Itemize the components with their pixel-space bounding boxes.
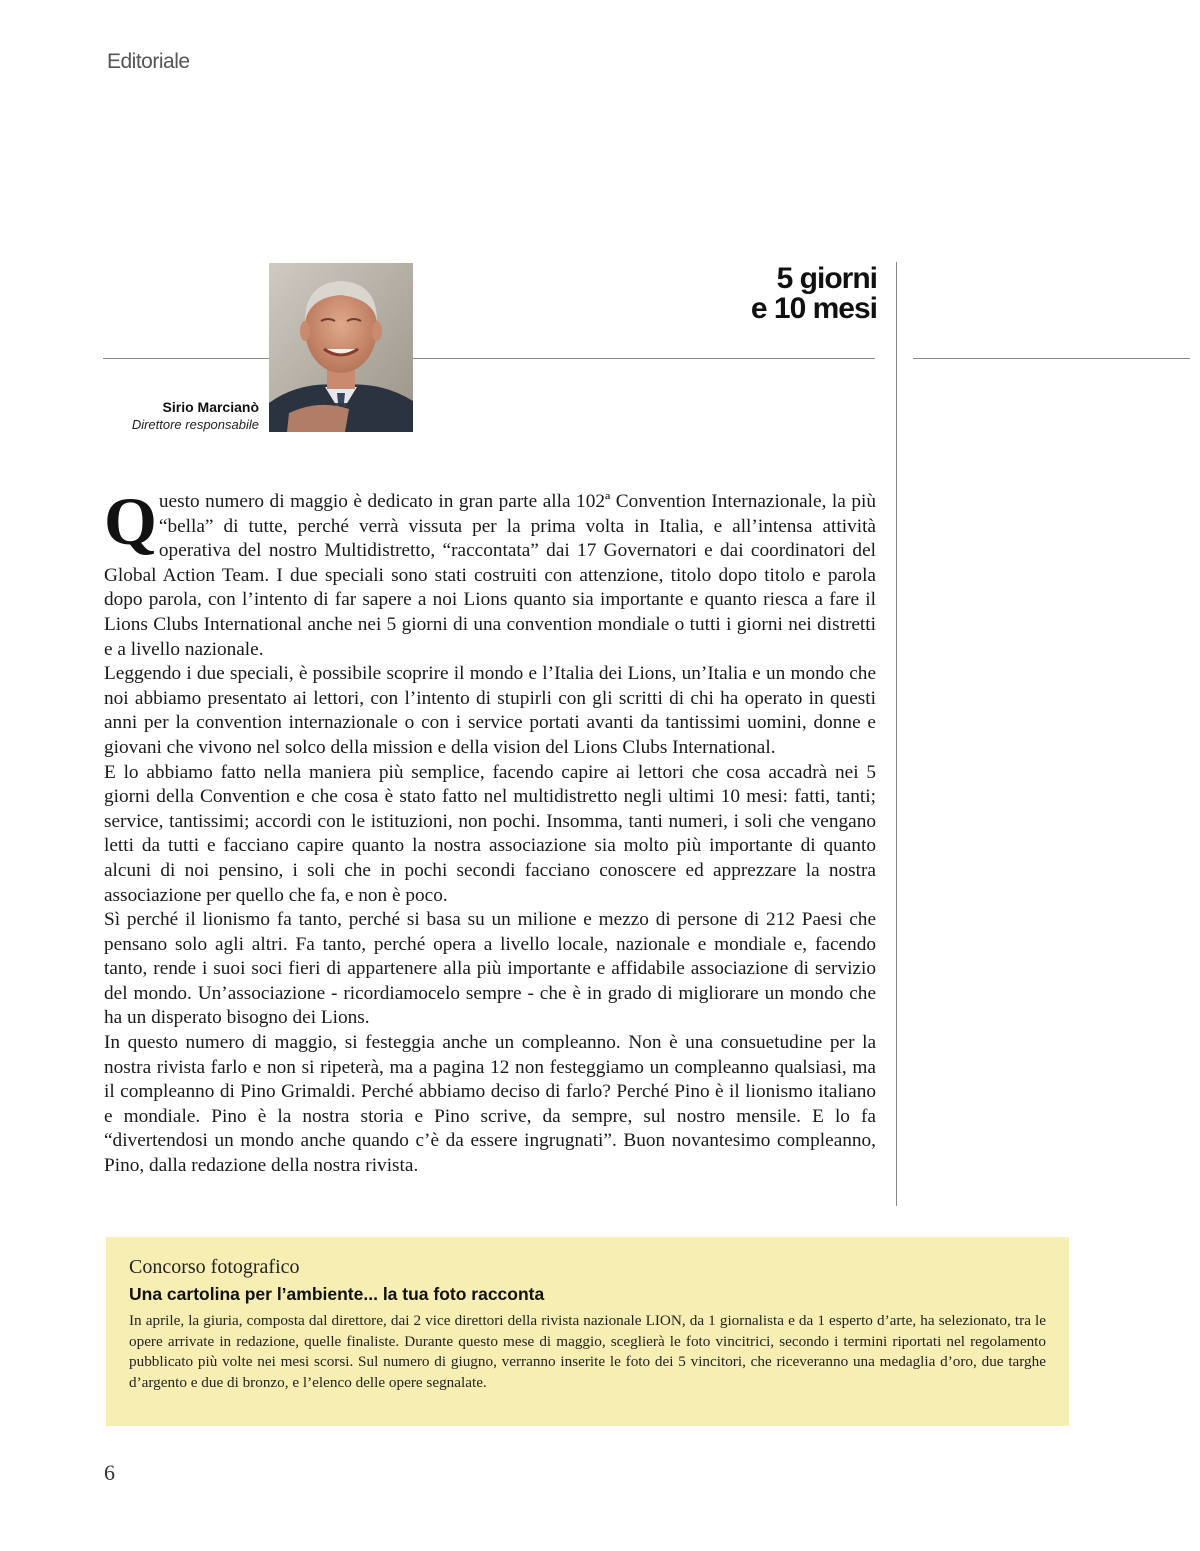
author-portrait (269, 263, 413, 432)
title-line-1: 5 giorni (776, 262, 877, 295)
page-number: 6 (104, 1460, 115, 1485)
paragraph: E lo abbiamo fatto nella maniera più semplice, facendo capire ai lettori che cosa accadrà nei 5 giorni della Convention e che cosa è stato fatto nel multidistretto negli ultimi 10 mesi: fatti, tanti; service, tantissimi; accordi con le istituzioni, non pochi. Insomma, tanti numeri, i soli che vengano letti da tutti e facciano capire quanto la nostra associazione sia molto più importante di quanto alcuni di noi pensino, i soli che in pochi secondi facciano conoscere ed apprezzare la nostra associazione per quello che fa, e non è poco. (104, 761, 876, 906)
contest-body: In aprile, la giuria, composta dal direttore, dai 2 vice direttori della rivista nazionale LION, da 1 giornalista e da 1 esperto d’arte, ha selezionato, tra le opere arrivate in redazione, quelle finaliste. Durante questo mese di maggio, sceglierà le foto vincitrici, secondo i termini riportati nel regolamento pubblicato più volte nei mesi scorsi. Sul numero di giugno, verranno inserite le foto dei 5 vincitori, che riceveranno una medaglia d’oro, due targhe d’argento e due di bronzo, e l’elenco delle opere segnalate. (129, 1312, 1046, 1391)
drop-cap: Q (104, 483, 157, 559)
paragraph-text: uesto numero di maggio è dedicato in gran parte alla 102ª Convention Internazionale, la più “bella” di tutte, perché verrà vissuta per la prima volta in Italia, e all’intensa attività operativa del nostro Multidistretto, “raccontata” dai 17 Governatori e dai coordinatori del Global Action Team. I due speciali sono stati costruiti con attenzione, titolo dopo titolo e parola dopo parola, con l’intento di far sapere a noi Lions quanto sia importante e quanto riesca a fare il Lions Clubs International anche nei 5 giorni di una convention mondiale o tutti i giorni nei distretti e a livello nazionale. (104, 491, 876, 660)
contest-kicker: Concorso fotografico (129, 1256, 300, 1278)
section-label: Editoriale (107, 50, 190, 73)
article-body (104, 483, 876, 1179)
title-line-2: e 10 mesi (750, 292, 877, 325)
author-name: Sirio Marcianò (162, 399, 259, 415)
author-role: Direttore responsabile (131, 417, 259, 432)
paragraph: In questo numero di maggio, si festeggia anche un compleanno. Non è una consuetudine per la nostra rivista farlo e non si ripeterà, ma a pagina 12 non festeggiamo un compleanno qualsiasi, ma il compleanno di Pino Grimaldi. Perché abbiamo deciso di farlo? Perché Pino è il lionismo italiano e mondiale. Pino è la nostra storia e Pino scrive, da sempre, sul nostro mensile. E lo fa “divertendosi un mondo anche quando c’è da essere ingrugnati”. Buon novantesimo compleanno, Pino, dalla redazione della nostra rivista. (104, 1032, 876, 1177)
side-rule (913, 358, 1190, 359)
paragraph: Leggendo i due speciali, è possibile scoprire il mondo e l’Italia dei Lions, un’Italia e un mondo che noi abbiamo presentato ai lettori, con l’intento di stupirli con gli scritti di chi ha operato in questi anni per la convention internazionale o con i service portati avanti da tantissimi uomini, donne e giovani che vivono nel solco della mission e della vision del Lions Clubs International. (104, 663, 876, 758)
contest-box (106, 1237, 1069, 1426)
paragraph: Sì perché il lionismo fa tanto, perché si basa su un milione e mezzo di persone di 212 Paesi che pensano solo agli altri. Fa tanto, perché opera a livello locale, nazionale e mondiale e, facendo tanto, rende i suoi soci fieri di appartenere alla più importante e affidabile associazione di servizio del mondo. Un’associazione - ricordiamocelo sempre - che è in grado di migliorare un mondo che ha un disperato bisogno dei Lions. (104, 909, 876, 1029)
article-title (751, 264, 877, 324)
author-credit (132, 398, 259, 433)
column-divider (896, 262, 897, 1206)
header-rule (103, 358, 875, 359)
contest-title: Una cartolina per l’ambiente... la tua foto racconta (129, 1284, 545, 1304)
paragraph (104, 483, 876, 662)
